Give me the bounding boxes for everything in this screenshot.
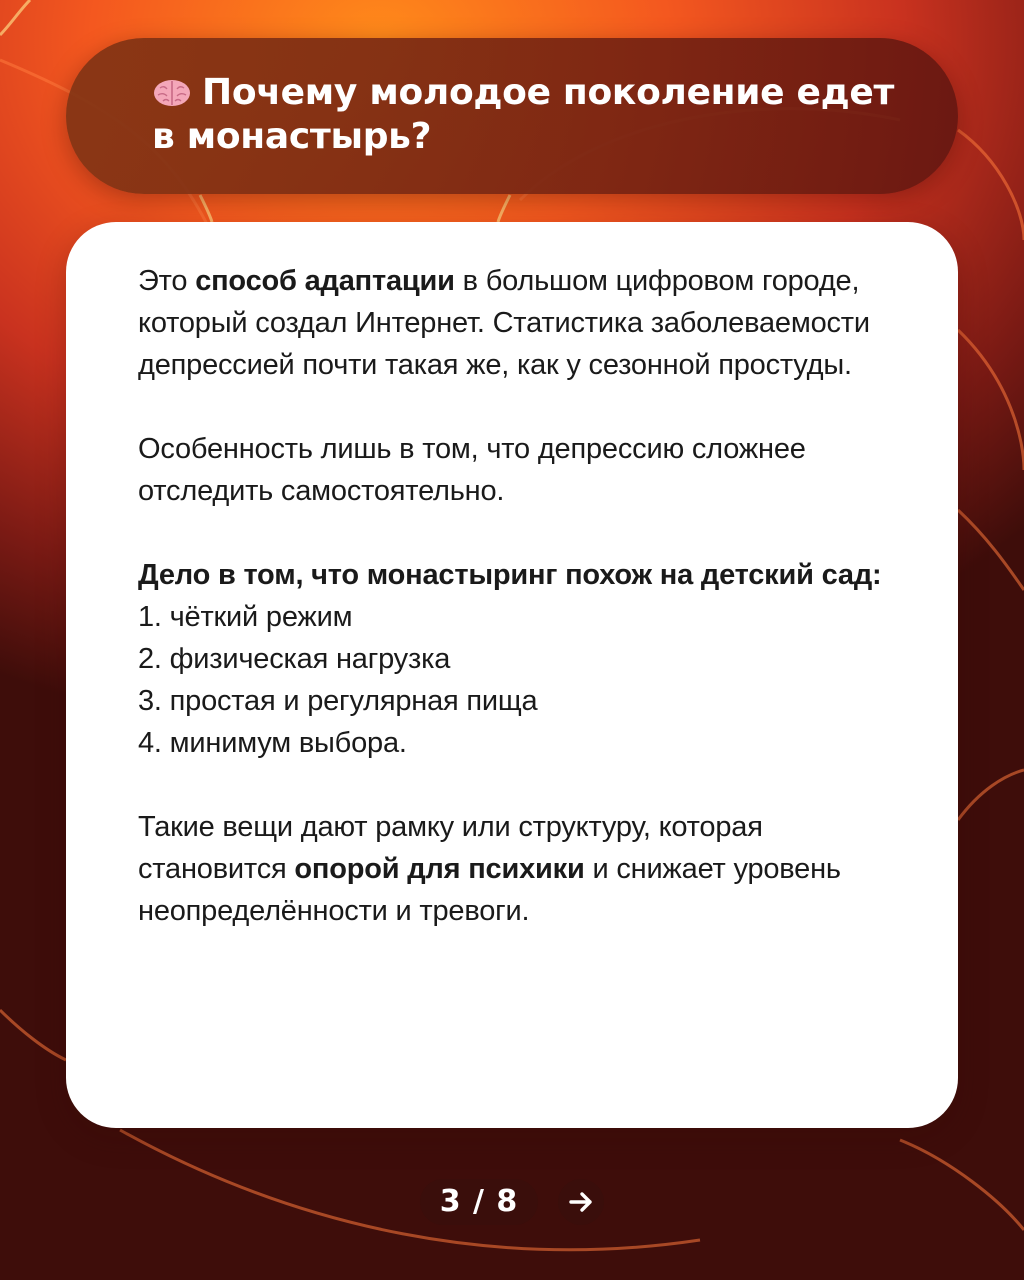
text-fragment: и снижает уровень неопределённости и тревоги.	[138, 853, 841, 927]
content-card	[66, 222, 958, 1128]
page-indicator	[420, 1179, 538, 1225]
page-indicator-label: 3 / 8	[439, 1184, 519, 1219]
next-page-button[interactable]	[558, 1179, 604, 1225]
title-text: Почему молодое поколение едет в монастырь?	[152, 72, 895, 157]
card-body	[138, 260, 918, 932]
brain-icon	[152, 78, 192, 108]
list-item: 2. физическая нагрузка	[138, 643, 451, 675]
list-item: 3. простая и регулярная пища	[138, 685, 538, 717]
header-banner	[66, 38, 958, 194]
list-item: 1. чёткий режим	[138, 601, 353, 633]
paragraph-structure	[138, 806, 918, 932]
paragraph-list	[138, 554, 918, 764]
page-title	[152, 71, 912, 159]
list-heading: Дело в том, что монастыринг похож на детский сад:	[138, 559, 882, 591]
arrow-right-icon	[566, 1187, 596, 1217]
paragraph-adaptation	[138, 260, 918, 386]
bold-phrase: способ адаптации	[195, 265, 455, 297]
bold-phrase: опорой для психики	[294, 853, 585, 885]
text-fragment: Это	[138, 265, 196, 297]
list-item: 4. минимум выбора.	[138, 727, 407, 759]
text-fragment: в большом цифровом городе, который создал Интернет. Статистика заболеваемости депрессией почти такая же, как у сезонной простуды.	[138, 265, 870, 381]
text-fragment: Такие вещи дают рамку или структуру, которая становится	[138, 811, 763, 885]
paragraph-feature: Особенность лишь в том, что депрессию сложнее отследить самостоятельно.	[138, 433, 806, 507]
